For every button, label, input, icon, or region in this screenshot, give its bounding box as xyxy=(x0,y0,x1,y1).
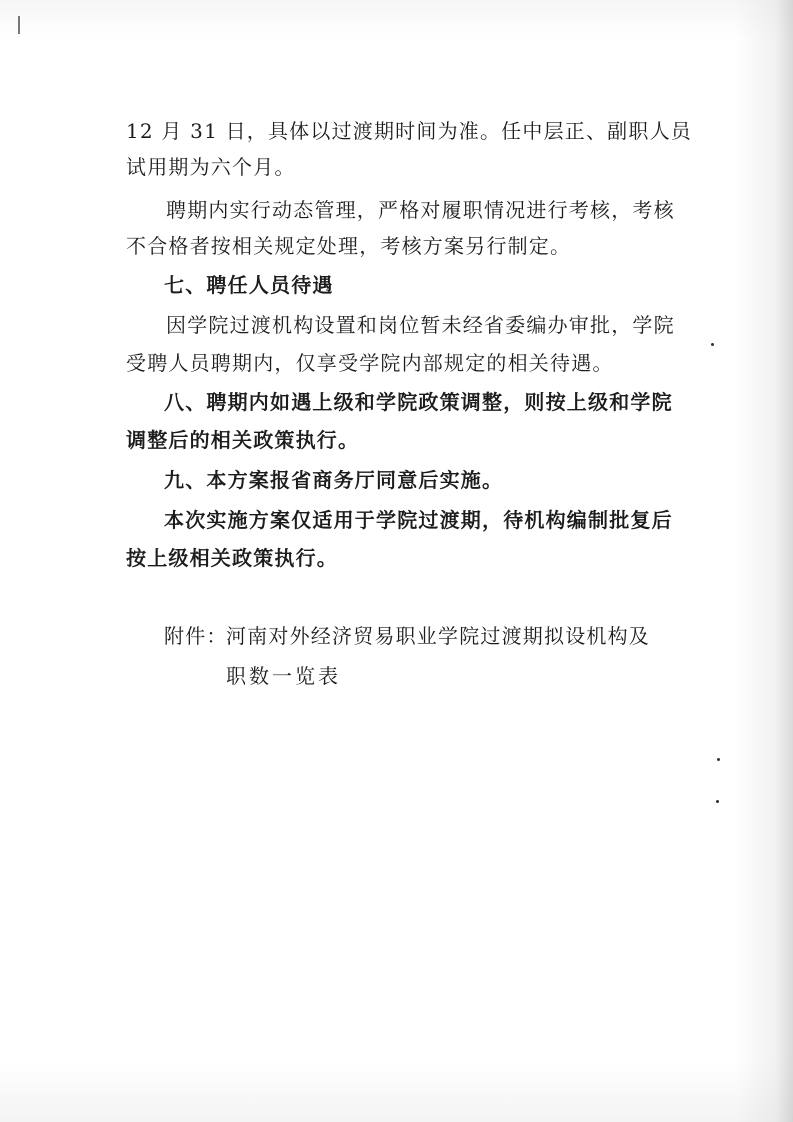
section-heading: 按上级相关政策执行。 xyxy=(126,546,338,570)
text-line: 12 月 31 日，具体以过渡期时间为准。任中层正、副职人员 xyxy=(126,119,692,143)
scan-speck xyxy=(716,800,719,803)
section-heading: 八、聘期内如遇上级和学院政策调整，则按上级和学院 xyxy=(164,390,673,414)
attachment-title: 河南对外经济贸易职业学院过渡期拟设机构及 xyxy=(226,624,650,648)
section-heading: 本次实施方案仅适用于学院过渡期，待机构编制批复后 xyxy=(164,508,673,532)
text-line: 受聘人员聘期内，仅享受学院内部规定的相关待遇。 xyxy=(126,351,614,375)
scan-mark xyxy=(18,16,20,34)
scan-speck xyxy=(717,758,720,761)
attachment-label: 附件： xyxy=(164,624,228,648)
section-heading: 七、聘任人员待遇 xyxy=(164,273,334,297)
attachment-title-cont: 职数一览表 xyxy=(226,664,341,688)
text-line: 聘期内实行动态管理，严格对履职情况进行考核，考核 xyxy=(166,198,675,222)
scan-speck xyxy=(711,343,714,346)
text-line: 不合格者按相关规定处理，考核方案另行制定。 xyxy=(126,234,572,258)
section-heading: 九、本方案报省商务厅同意后实施。 xyxy=(164,468,504,492)
section-heading: 调整后的相关政策执行。 xyxy=(126,428,360,452)
scan-shadow xyxy=(735,0,793,1122)
text-line: 试用期为六个月。 xyxy=(126,155,296,179)
text-line: 因学院过渡机构设置和岗位暂未经省委编办审批，学院 xyxy=(166,313,675,337)
